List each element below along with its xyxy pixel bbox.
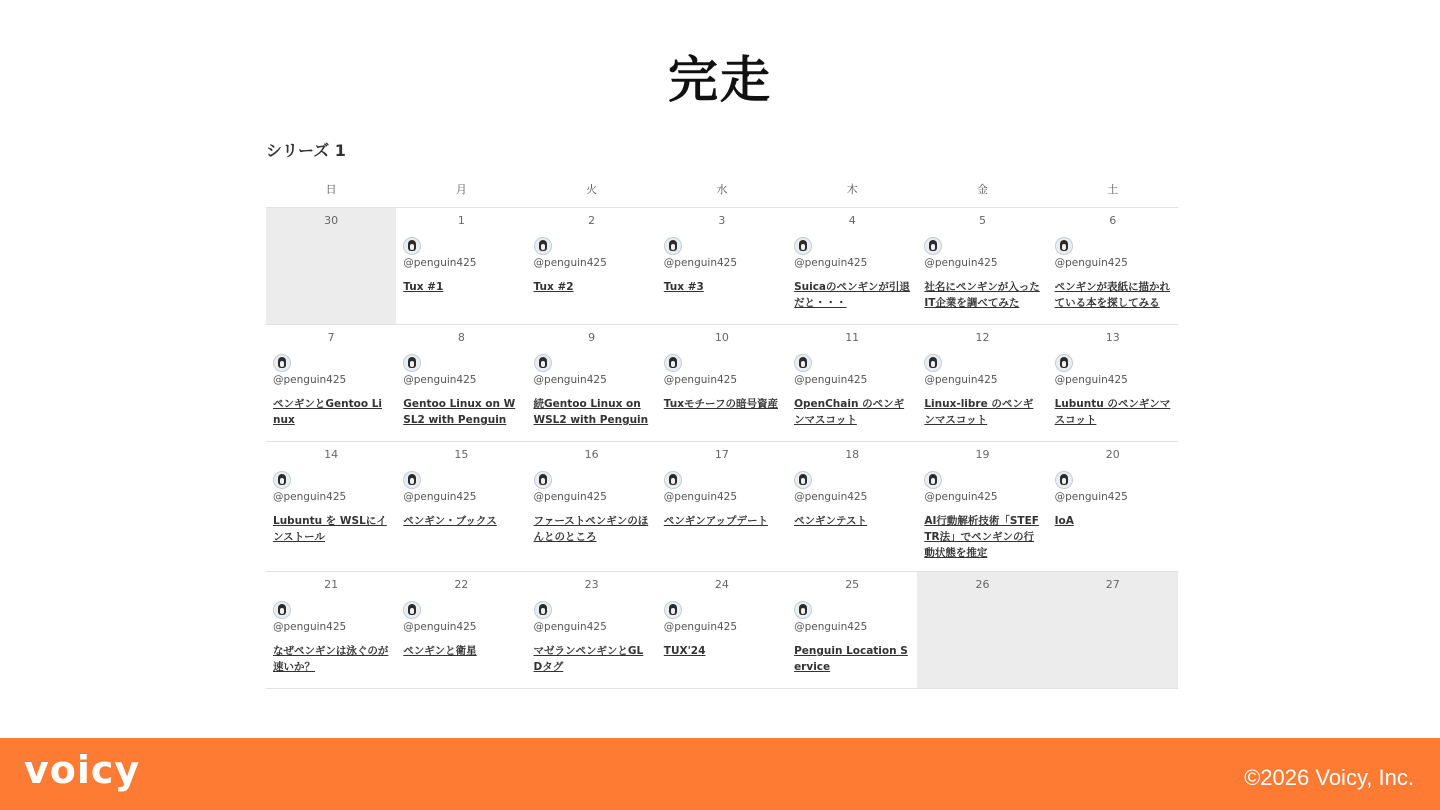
penguin-avatar-icon[interactable]	[794, 354, 812, 372]
author-name: @penguin425	[924, 257, 998, 269]
article-link[interactable]: ファーストペンギンのほんとのところ	[533, 515, 649, 543]
penguin-avatar-icon[interactable]	[794, 471, 812, 489]
calendar-day	[657, 325, 787, 441]
author-name: @penguin425	[794, 374, 868, 386]
day-number: 2	[588, 214, 596, 227]
day-number: 6	[1109, 214, 1117, 227]
article-link[interactable]: ペンギンが表紙に描かれている本を探してみる	[1054, 281, 1170, 309]
calendar-day	[657, 442, 787, 571]
day-number: 16	[584, 448, 599, 461]
author-name: @penguin425	[1054, 257, 1128, 269]
weekday-label: 火	[586, 183, 598, 196]
calendar-week-row	[266, 442, 1178, 572]
author-name: @penguin425	[1054, 374, 1128, 386]
day-number: 21	[324, 578, 339, 591]
calendar-day	[917, 208, 1047, 324]
calendar-day	[396, 442, 526, 571]
day-number: 5	[978, 214, 986, 227]
author-name: @penguin425	[663, 621, 738, 633]
calendar-day	[787, 572, 917, 688]
author-name: @penguin425	[663, 257, 738, 269]
author-name: @penguin425	[794, 491, 868, 503]
penguin-avatar-icon[interactable]	[664, 601, 682, 619]
penguin-avatar-icon[interactable]	[1055, 471, 1073, 489]
article-link[interactable]: OpenChain のペンギンマスコット	[794, 398, 905, 426]
day-number: 7	[327, 331, 335, 344]
day-number: 25	[845, 578, 860, 591]
article-link[interactable]: 社名にペンギンが入ったIT企業を調べてみた	[924, 281, 1040, 309]
day-number: 8	[457, 331, 465, 344]
article-link[interactable]: なぜペンギンは泳ぐのが速いか？	[273, 645, 389, 673]
weekday-label: 日	[325, 183, 337, 196]
weekday-header	[266, 181, 1178, 208]
penguin-avatar-icon[interactable]	[403, 471, 421, 489]
article-link[interactable]: Tux #1	[403, 281, 444, 293]
day-number: 22	[454, 578, 469, 591]
calendar-day	[1048, 208, 1178, 324]
penguin-avatar-icon[interactable]	[534, 354, 552, 372]
author-name: @penguin425	[663, 491, 738, 503]
calendar-day	[787, 208, 917, 324]
article-link[interactable]: ペンギンとGentoo Linux	[273, 398, 383, 426]
footer-bar	[0, 738, 1440, 810]
day-number: 30	[324, 214, 339, 227]
penguin-avatar-icon[interactable]	[794, 601, 812, 619]
penguin-avatar-icon[interactable]	[1055, 354, 1073, 372]
day-number: 9	[588, 331, 596, 344]
day-number: 13	[1105, 331, 1120, 344]
day-number: 23	[584, 578, 599, 591]
calendar-day	[657, 208, 787, 324]
calendar-day-outside	[1048, 572, 1178, 688]
weekday-label: 木	[846, 183, 858, 196]
author-name: @penguin425	[924, 374, 998, 386]
calendar-day	[1048, 325, 1178, 441]
article-link[interactable]: Tuxモチーフの暗号資産	[663, 398, 779, 410]
penguin-avatar-icon[interactable]	[924, 354, 942, 372]
day-number: 24	[714, 578, 729, 591]
article-link[interactable]: 続Gentoo Linux on WSL2 with Penguin	[533, 398, 649, 426]
day-number: 1	[457, 214, 465, 227]
author-name: @penguin425	[273, 491, 347, 503]
weekday-label: 金	[976, 183, 988, 196]
calendar-day	[266, 325, 396, 441]
author-name: @penguin425	[533, 257, 607, 269]
voicy-logo[interactable]: voicy	[24, 748, 141, 792]
author-name: @penguin425	[273, 374, 347, 386]
day-number: 15	[454, 448, 469, 461]
author-name: @penguin425	[403, 621, 477, 633]
penguin-avatar-icon[interactable]	[534, 601, 552, 619]
penguin-avatar-icon[interactable]	[403, 354, 421, 372]
article-link[interactable]: ペンギン・ブックス	[403, 515, 497, 527]
day-number: 12	[975, 331, 990, 344]
penguin-avatar-icon[interactable]	[534, 237, 552, 255]
calendar-day	[266, 442, 396, 571]
day-number: 26	[975, 578, 990, 591]
article-link[interactable]: Gentoo Linux on WSL2 with Penguin	[403, 398, 516, 426]
calendar-week-row	[266, 208, 1178, 325]
day-number: 17	[714, 448, 729, 461]
article-link[interactable]: Tux #3	[663, 281, 704, 293]
penguin-avatar-icon[interactable]	[403, 237, 421, 255]
calendar-day-outside	[266, 208, 396, 324]
calendar-week-row	[266, 572, 1178, 689]
calendar-day	[787, 442, 917, 571]
penguin-avatar-icon[interactable]	[664, 237, 682, 255]
penguin-avatar-icon[interactable]	[273, 354, 291, 372]
article-link[interactable]: Penguin Location Service	[794, 645, 908, 673]
day-number: 20	[1105, 448, 1120, 461]
author-name: @penguin425	[663, 374, 738, 386]
penguin-avatar-icon[interactable]	[403, 601, 421, 619]
series-title: シリーズ 1	[266, 141, 346, 160]
article-link[interactable]: ペンギンテスト	[794, 515, 868, 527]
calendar-day	[787, 325, 917, 441]
article-link[interactable]: ペンギンと衛星	[403, 645, 477, 657]
calendar-day	[396, 325, 526, 441]
author-name: @penguin425	[924, 491, 998, 503]
weekday-label: 月	[455, 183, 467, 196]
article-link[interactable]: IoA	[1054, 515, 1074, 527]
penguin-avatar-icon[interactable]	[273, 601, 291, 619]
author-name: @penguin425	[403, 491, 477, 503]
article-link[interactable]: Suicaのペンギンが引退だと・・・	[794, 281, 910, 309]
article-link[interactable]: AI行動解析技術「STEFTR法」でペンギンの行動状態を推定	[924, 515, 1039, 559]
calendar-day	[527, 208, 657, 324]
penguin-avatar-icon[interactable]	[273, 471, 291, 489]
author-name: @penguin425	[533, 621, 607, 633]
copyright-text: ©2026 Voicy, Inc.	[1244, 765, 1414, 790]
calendar-week-row	[266, 325, 1178, 442]
day-number: 10	[714, 331, 729, 344]
slide-title: 完走	[668, 51, 772, 109]
author-name: @penguin425	[1054, 491, 1128, 503]
author-name: @penguin425	[533, 491, 607, 503]
penguin-avatar-icon[interactable]	[534, 471, 552, 489]
weekday-label: 土	[1107, 183, 1119, 196]
day-number: 27	[1105, 578, 1120, 591]
article-link[interactable]: Lubuntu のペンギンマスコット	[1054, 398, 1171, 426]
day-number: 19	[975, 448, 990, 461]
penguin-avatar-icon[interactable]	[924, 471, 942, 489]
calendar-day	[917, 442, 1047, 571]
calendar-day	[527, 572, 657, 688]
day-number: 11	[845, 331, 860, 344]
author-name: @penguin425	[794, 621, 868, 633]
article-link[interactable]: Lubuntu を WSLにインストール	[273, 515, 387, 543]
calendar-day-outside	[917, 572, 1047, 688]
weekday-label: 水	[716, 183, 728, 196]
article-link[interactable]: Tux #2	[533, 281, 574, 293]
day-number: 3	[718, 214, 726, 227]
article-link[interactable]: TUX'24	[663, 645, 706, 657]
author-name: @penguin425	[403, 257, 477, 269]
penguin-avatar-icon[interactable]	[664, 471, 682, 489]
calendar-day	[527, 442, 657, 571]
penguin-avatar-icon[interactable]	[664, 354, 682, 372]
day-number: 4	[848, 214, 856, 227]
author-name: @penguin425	[794, 257, 868, 269]
article-link[interactable]: マゼランペンギンとGLDタグ	[533, 645, 644, 673]
penguin-avatar-icon[interactable]	[924, 237, 942, 255]
calendar-day	[917, 325, 1047, 441]
penguin-avatar-icon[interactable]	[794, 237, 812, 255]
article-link[interactable]: ペンギンアップデート	[663, 515, 768, 527]
calendar-day	[396, 572, 526, 688]
calendar-day	[1048, 442, 1178, 571]
penguin-avatar-icon[interactable]	[1055, 237, 1073, 255]
day-number: 14	[324, 448, 339, 461]
article-link[interactable]: Linux-libre のペンギンマスコット	[924, 398, 1034, 426]
calendar-day	[266, 572, 396, 688]
calendar-grid	[266, 208, 1178, 689]
author-name: @penguin425	[273, 621, 347, 633]
calendar-day	[396, 208, 526, 324]
day-number: 18	[845, 448, 860, 461]
author-name: @penguin425	[533, 374, 607, 386]
calendar-day	[657, 572, 787, 688]
author-name: @penguin425	[403, 374, 477, 386]
calendar-day	[527, 325, 657, 441]
